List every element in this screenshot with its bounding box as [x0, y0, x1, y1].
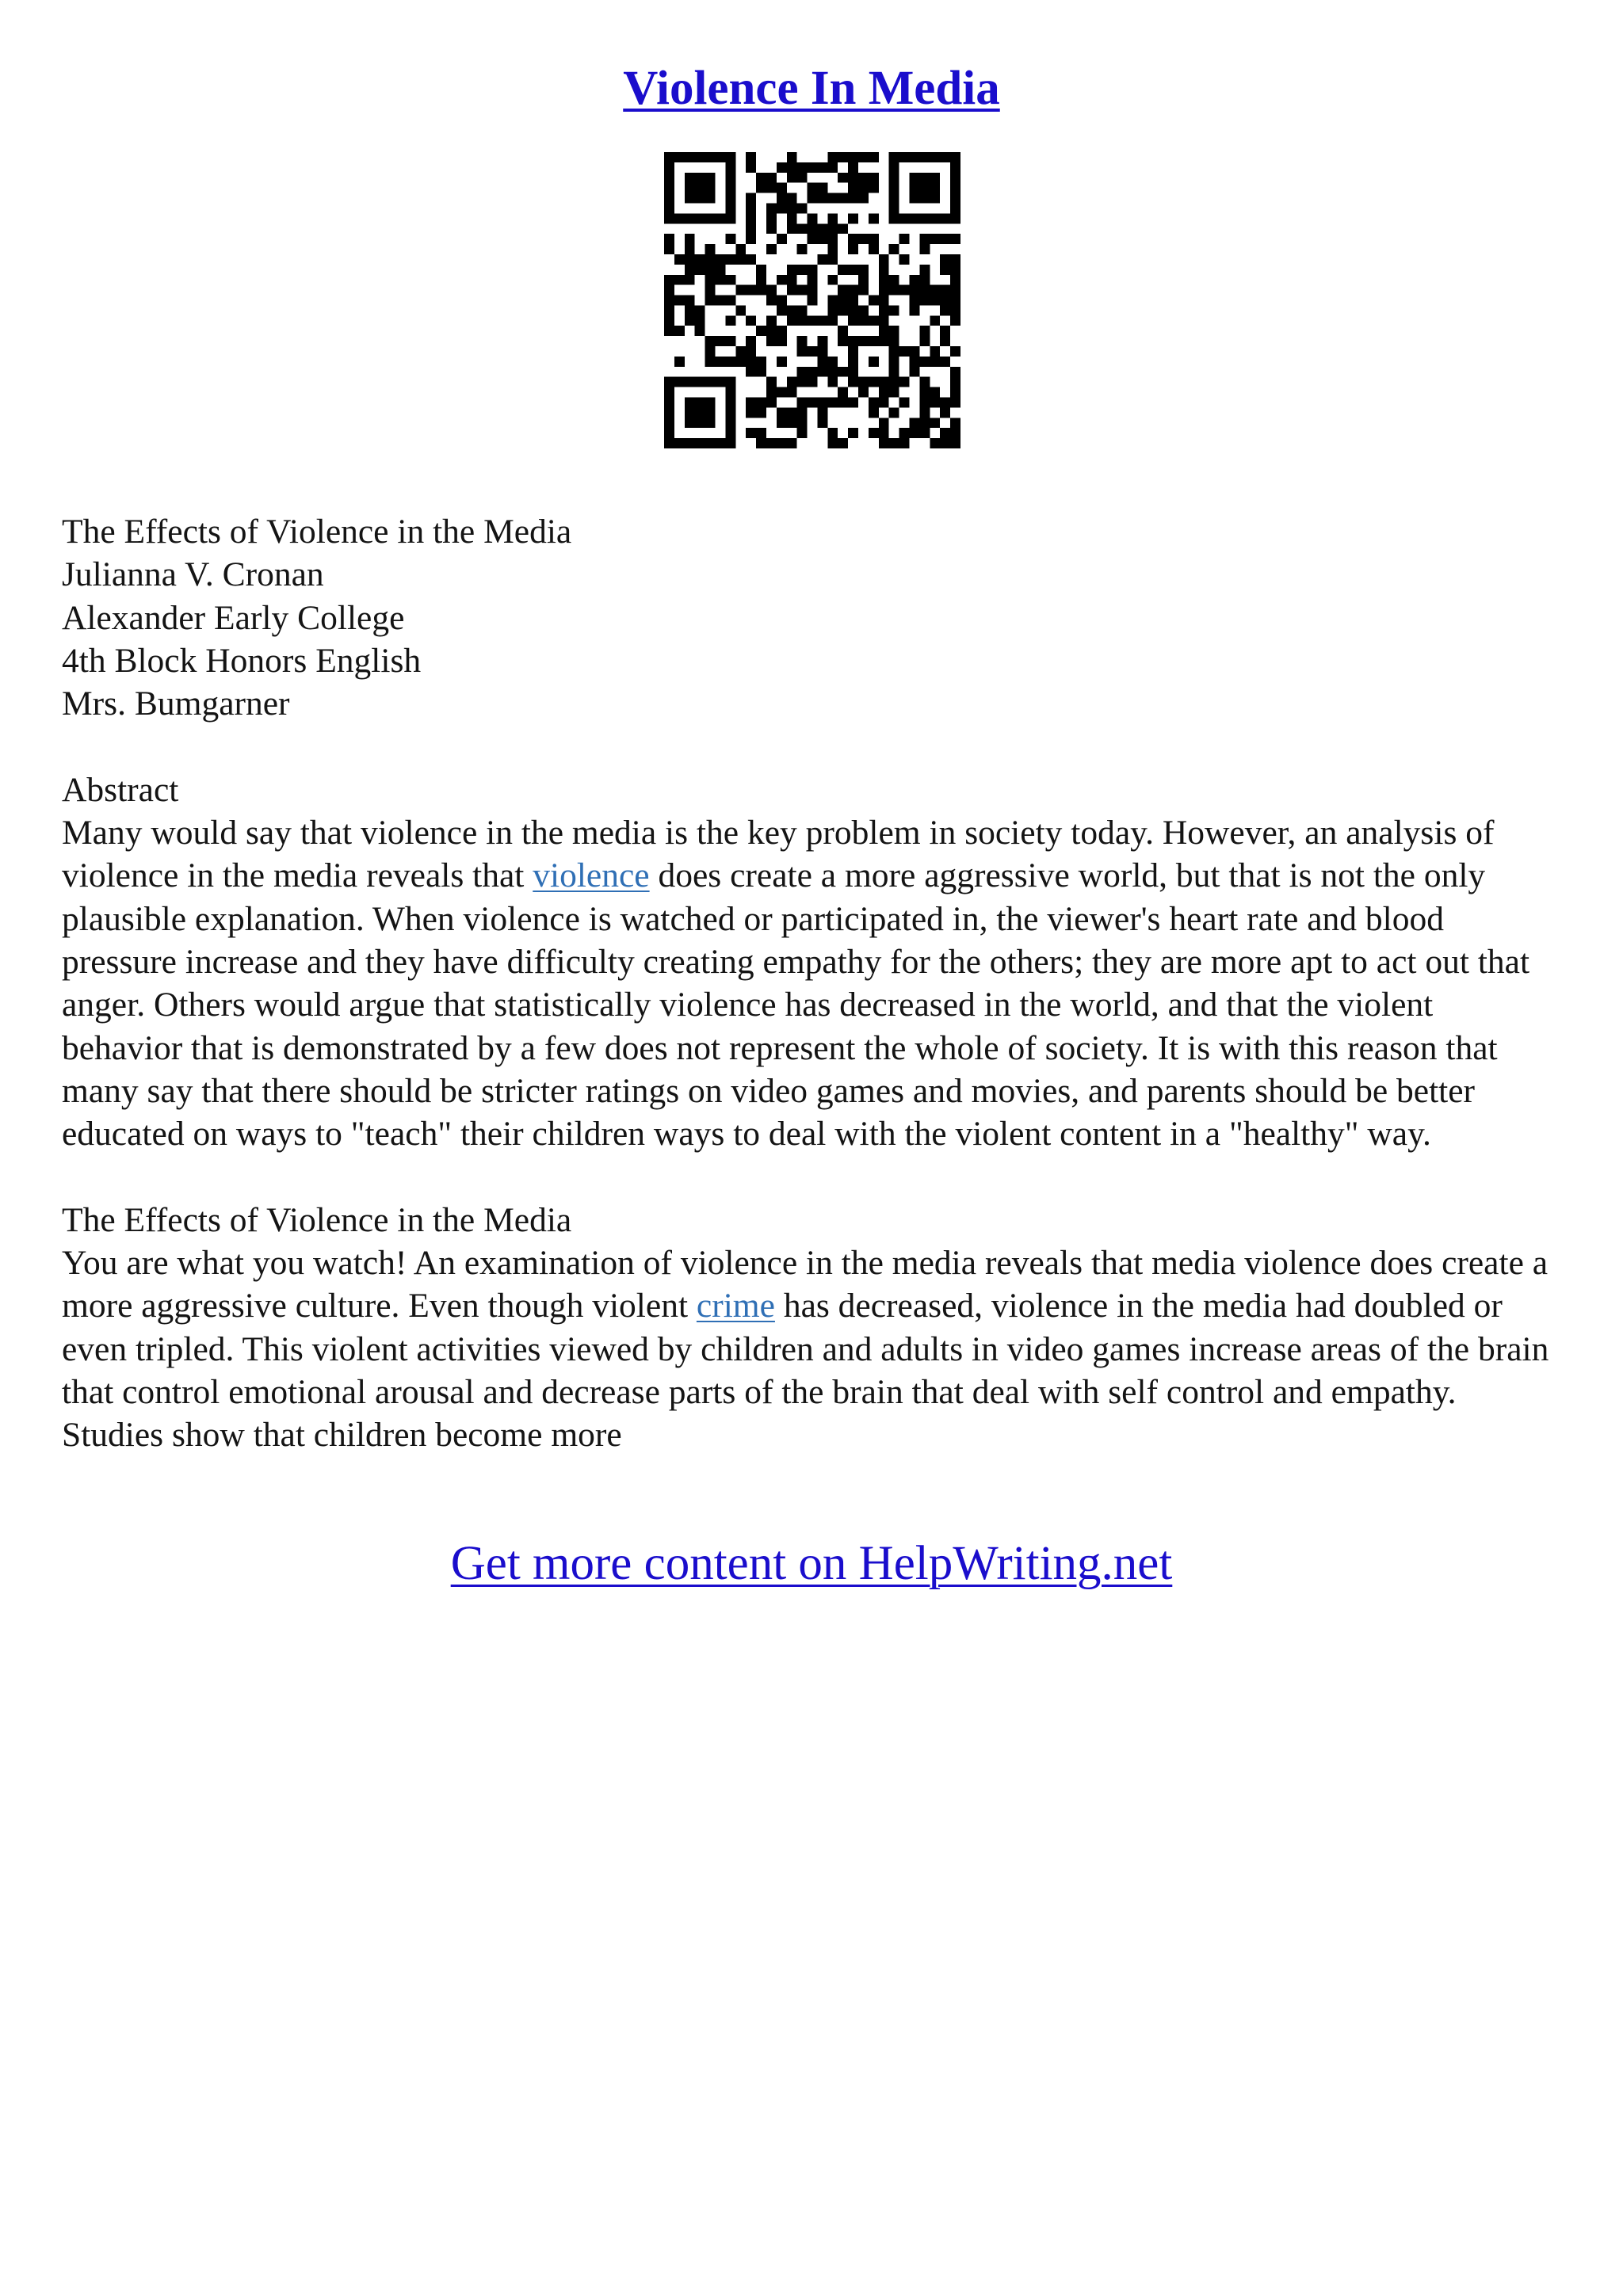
essay-text-end: has decreased, violence in the media had doubled or even tripled. This violent activities viewed by children and adults in video games increase areas of the brain that control emotional arousal and decrease parts of the brain that deal with self control and empathy. Studies show that children become more [62, 1287, 1549, 1455]
qr-code-icon [664, 152, 960, 448]
document-body [62, 510, 1560, 1457]
helpwriting-link[interactable]: Get more content on HelpWriting.net [450, 1537, 1173, 1590]
abstract-paragraph [62, 811, 1560, 1155]
abstract-text-end: does create a more aggressive world, but that is not the only plausible explanation. When violence is watched or participated in, the viewer's heart rate and blood pressure increase and they have difficulty creating empathy for the others; they are more apt to act out that anger. Others would argue that statistically violence has decreased in the world, and that the violent behavior that is demonstrated by a few does not represent the whole of society. It is with this reason that many say that there should be stricter ratings on video games and movies, and parents should be better educated on ways to "teach" their children ways to deal with the violent content in a "healthy" way. [62, 856, 1530, 1154]
spacer [62, 1155, 1560, 1198]
header-line-class: 4th Block Honors English [62, 641, 422, 680]
abstract-text-start: Many would say that violence in the media is the key problem in society today. However, an analysis of violence in the media reveals that [62, 814, 1495, 895]
header-line-teacher: Mrs. Bumgarner [62, 685, 290, 723]
essay-heading: The Effects of Violence in the Media [62, 1200, 572, 1239]
cta-container [0, 1532, 1623, 1596]
essay-text-start: You are what you watch! An examination of violence in the media reveals that media violence does create a more aggressive culture. Even though violent [62, 1244, 1549, 1325]
header-line-author: Julianna V. Cronan [62, 555, 324, 594]
crime-link[interactable]: crime [696, 1287, 775, 1325]
document-title [0, 57, 1623, 120]
title-link[interactable]: Violence In Media [623, 62, 1000, 115]
abstract-heading: Abstract [62, 770, 179, 809]
spacer [62, 725, 1560, 768]
header-line-paper-title: The Effects of Violence in the Media [62, 513, 572, 551]
essay-paragraph [62, 1241, 1560, 1456]
violence-link[interactable]: violence [533, 856, 650, 895]
header-line-school: Alexander Early College [62, 598, 405, 637]
